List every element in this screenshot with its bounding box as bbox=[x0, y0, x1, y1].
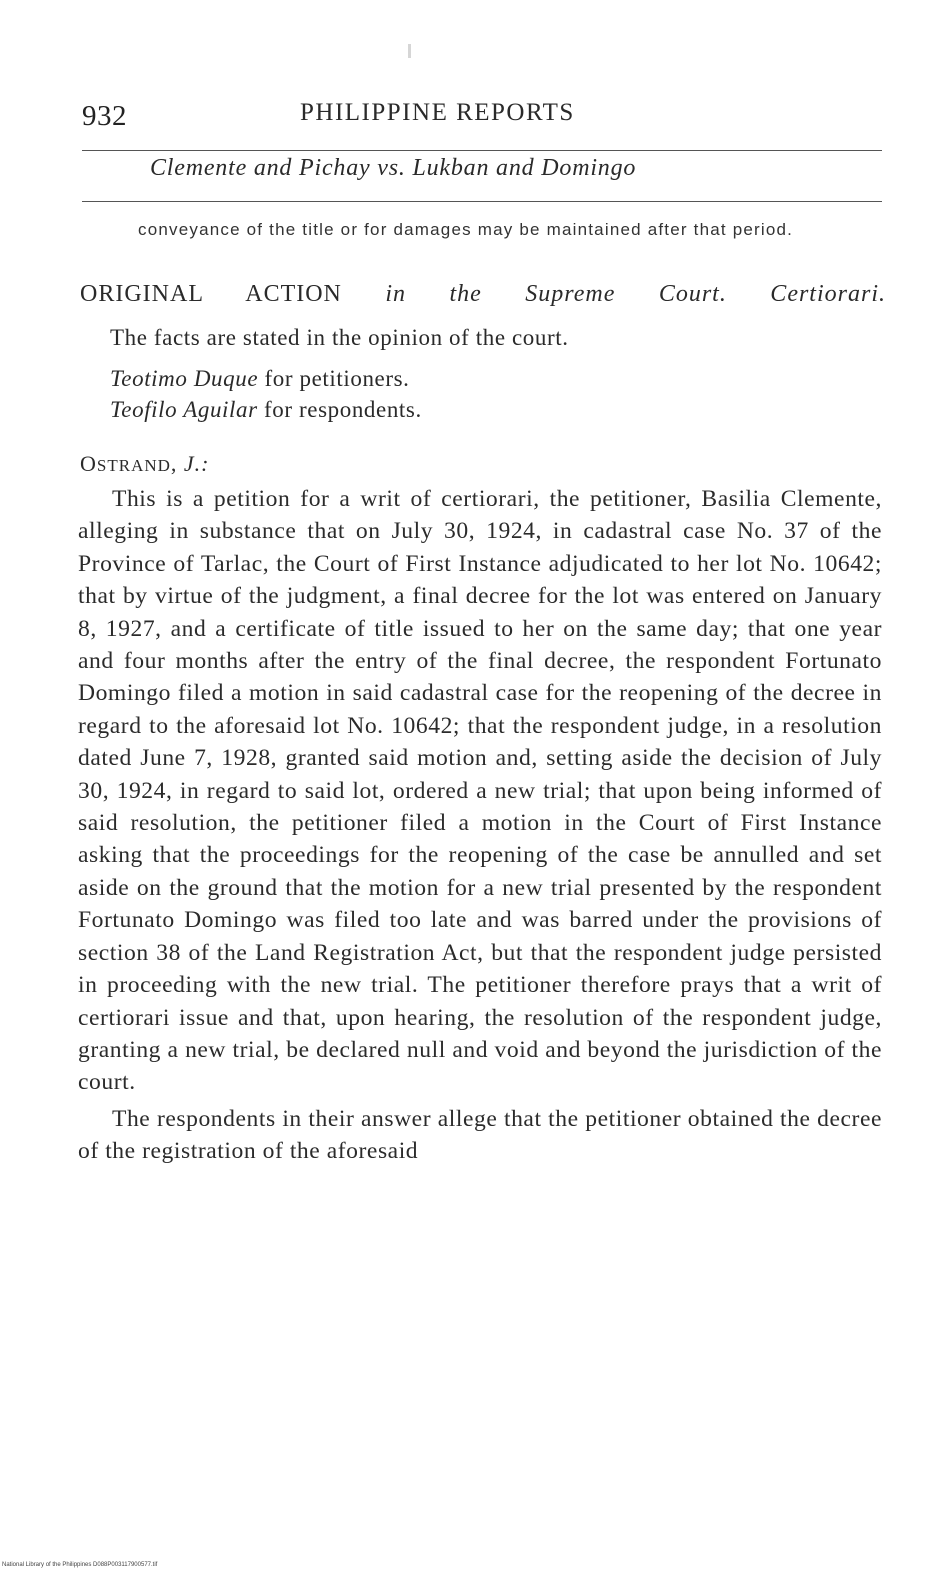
scan-speck bbox=[408, 44, 411, 58]
opinion-paragraph: The respondents in their answer allege that the petitioner obtained the decree of the registration of the aforesaid bbox=[78, 1105, 882, 1165]
ponente-heading bbox=[80, 451, 210, 477]
original-action-lead: ORIGINAL ACTION bbox=[80, 281, 342, 307]
counsel-role: for petitioners. bbox=[258, 366, 410, 391]
ponente-title: J.: bbox=[183, 451, 210, 476]
counsel-role: for respondents. bbox=[257, 397, 422, 422]
ponente-initial: O bbox=[80, 451, 97, 476]
original-action-line bbox=[80, 281, 886, 308]
case-title: Clemente and Pichay vs. Lukban and Domingo bbox=[150, 155, 637, 181]
header-rule-bottom bbox=[82, 201, 882, 202]
page-number: 932 bbox=[82, 100, 127, 132]
counsel-name: Teofilo Aguilar bbox=[110, 397, 258, 422]
syllabus-tail: conveyance of the title or for damages may be maintained after that period. bbox=[138, 220, 794, 239]
header-rule-top bbox=[82, 150, 882, 151]
original-action-rest: in the Supreme Court. Certiorari. bbox=[341, 281, 886, 307]
facts-line: The facts are stated in the opinion of the court. bbox=[110, 325, 569, 350]
opinion-paragraph: This is a petition for a writ of certiorari, the petitioner, Basilia Clemente, alleging in substance that on July 30, 1924, in cadastral case No. 37 of the Province of Tarlac, the Court of First Instance adjudicated to her lot No. 10642; that by virtue of the judgment, a final decree for the lot was entered on January 8, 1927, and a certificate of title issued to her on the same day; that one year and four months after the entry of the final decree, the respondent Fortunato Domingo filed a motion in said cadastral case for the reopening of the decree in regard to the aforesaid lot No. 10642; that the respondent judge, in a resolution dated June 7, 1928, granted said motion and, setting aside the decision of July 30, 1924, in regard to said lot, ordered a new trial; that upon being informed of said resolution, the petitioner filed a motion in the Court of First Instance asking that the proceedings for the reopening of the case be annulled and set aside on the ground that the motion for a new trial presented by the respondent Fortunato Domingo was filed too late and was barred under the provisions of section 38 of the Land Registration Act, but that the respondent judge persisted in proceeding with the new trial. The petitioner therefore prays that a writ of certiorari issue and that, upon hearing, the resolution of the respondent judge, granting a new trial, be declared null and void and beyond the jurisdiction of the court. bbox=[78, 486, 882, 1096]
opinion-body bbox=[78, 483, 882, 1168]
counsel-petitioners bbox=[110, 366, 410, 392]
scan-footer-note: National Library of the Philippines D088P003117900577.tif bbox=[2, 1562, 158, 1568]
running-head: PHILIPPINE REPORTS bbox=[300, 99, 575, 126]
counsel-name: Teotimo Duque bbox=[110, 366, 259, 391]
counsel-respondents bbox=[110, 397, 422, 423]
ponente-separator: , bbox=[170, 451, 184, 476]
ponente-name-rest: STRAND bbox=[96, 456, 171, 475]
